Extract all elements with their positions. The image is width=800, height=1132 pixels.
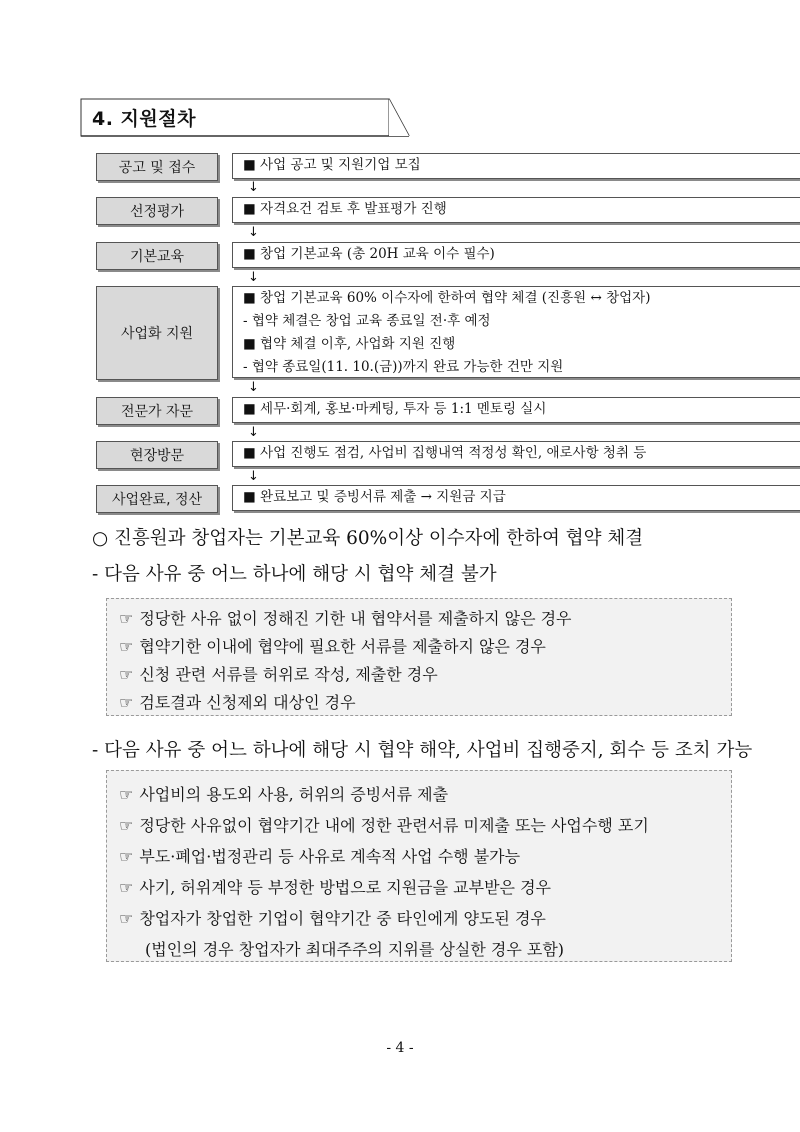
down-arrow-icon: ↓ xyxy=(248,270,259,285)
step-description-line: ■ 사업 공고 및 지원기업 모집 xyxy=(243,157,421,173)
step-description xyxy=(232,485,800,511)
pointing-hand-icon: ☞ xyxy=(119,878,134,897)
step-description xyxy=(232,397,800,423)
list-item-text: 협약기한 이내에 협약에 필요한 서류를 제출하지 않은 경우 xyxy=(139,637,546,656)
agreement-ineligible-heading: - 다음 사유 중 어느 하나에 해당 시 협약 체결 불가 xyxy=(92,564,497,585)
step-label: 공고 및 접수 xyxy=(96,153,218,181)
section-heading xyxy=(80,98,410,138)
down-arrow-icon: ↓ xyxy=(248,180,259,195)
list-item xyxy=(119,779,719,810)
list-item xyxy=(119,661,719,689)
step-label: 전문가 자문 xyxy=(96,397,218,425)
step-description-line: ■ 협약 체결 이후, 사업화 지원 진행 xyxy=(243,336,456,352)
list-item xyxy=(119,810,719,841)
list-item-text: 사업비의 용도외 사용, 허위의 증빙서류 제출 xyxy=(139,785,449,804)
list-item xyxy=(119,605,719,633)
list-item xyxy=(119,872,719,903)
down-arrow-icon: ↓ xyxy=(248,425,259,440)
step-description xyxy=(232,197,800,223)
step-description xyxy=(232,153,800,179)
step-description-line: ■ 세무·회계, 홍보·마케팅, 투자 등 1:1 멘토링 실시 xyxy=(243,401,547,417)
down-arrow-icon: ↓ xyxy=(248,225,259,240)
list-item-text: 창업자가 창업한 기업이 협약기간 중 타인에게 양도된 경우 xyxy=(139,909,546,928)
step-description-line: ■ 창업 기본교육 60% 이수자에 한하여 협약 체결 (진흥원 ↔ 창업자) xyxy=(243,290,651,306)
list-item xyxy=(119,841,719,872)
pointing-hand-icon: ☞ xyxy=(119,609,134,628)
step-description-line: ■ 사업 진행도 점검, 사업비 집행내역 적정성 확인, 애로사항 청취 등 xyxy=(243,445,647,461)
step-label: 사업완료, 정산 xyxy=(96,485,218,513)
list-item-text: 신청 관련 서류를 허위로 작성, 제출한 경우 xyxy=(139,665,438,684)
list-item-text: 정당한 사유없이 협약기간 내에 정한 관련서류 미제출 또는 사업수행 포기 xyxy=(139,816,649,835)
step-description-line: ■ 창업 기본교육 (총 20H 교육 이수 필수) xyxy=(243,246,495,262)
list-item-note: (법인의 경우 창업자가 최대주주의 지위를 상실한 경우 포함) xyxy=(145,940,565,959)
ineligible-conditions-box xyxy=(106,598,732,716)
step-label: 사업화 지원 xyxy=(96,286,218,380)
step-description-line: ■ 자격요건 검토 후 발표평가 진행 xyxy=(243,201,447,217)
down-arrow-icon: ↓ xyxy=(248,380,259,395)
step-description xyxy=(232,441,800,467)
step-description-line: ■ 완료보고 및 증빙서류 제출 → 지원금 지급 xyxy=(243,489,506,505)
list-item-text: 검토결과 신청제외 대상인 경우 xyxy=(139,693,356,712)
termination-heading: - 다음 사유 중 어느 하나에 해당 시 협약 해약, 사업비 집행중지, 회수 등 조치 가능 xyxy=(92,740,753,761)
pointing-hand-icon: ☞ xyxy=(119,693,134,712)
down-arrow-icon: ↓ xyxy=(248,469,259,484)
pointing-hand-icon: ☞ xyxy=(119,637,134,656)
pointing-hand-icon: ☞ xyxy=(119,909,134,928)
list-item xyxy=(119,689,719,717)
step-description xyxy=(232,242,800,268)
step-description xyxy=(232,286,800,378)
step-label: 기본교육 xyxy=(96,242,218,270)
agreement-condition-paragraph: ○ 진흥원과 창업자는 기본교육 60%이상 이수자에 한하여 협약 체결 xyxy=(92,528,644,549)
pointing-hand-icon: ☞ xyxy=(119,665,134,684)
step-description-line: - 협약 종료일(11. 10.(금))까지 완료 가능한 건만 지원 xyxy=(243,359,564,375)
pointing-hand-icon: ☞ xyxy=(119,847,134,866)
list-item xyxy=(119,633,719,661)
page-number: - 4 - xyxy=(386,1040,414,1056)
step-description-line: - 협약 체결은 창업 교육 종료일 전·후 예정 xyxy=(243,313,491,329)
step-label: 선정평가 xyxy=(96,197,218,225)
pointing-hand-icon: ☞ xyxy=(119,785,134,804)
list-item-text: 부도·폐업·법정관리 등 사유로 계속적 사업 수행 불가능 xyxy=(139,847,521,866)
pointing-hand-icon: ☞ xyxy=(119,816,134,835)
termination-conditions-box xyxy=(106,770,732,962)
step-label: 현장방문 xyxy=(96,441,218,469)
section-title: 4. 지원절차 xyxy=(92,108,196,130)
list-item-text: 정당한 사유 없이 정해진 기한 내 협약서를 제출하지 않은 경우 xyxy=(139,609,572,628)
list-item xyxy=(119,903,719,934)
list-item-text: 사기, 허위계약 등 부정한 방법으로 지원금을 교부받은 경우 xyxy=(139,878,551,897)
